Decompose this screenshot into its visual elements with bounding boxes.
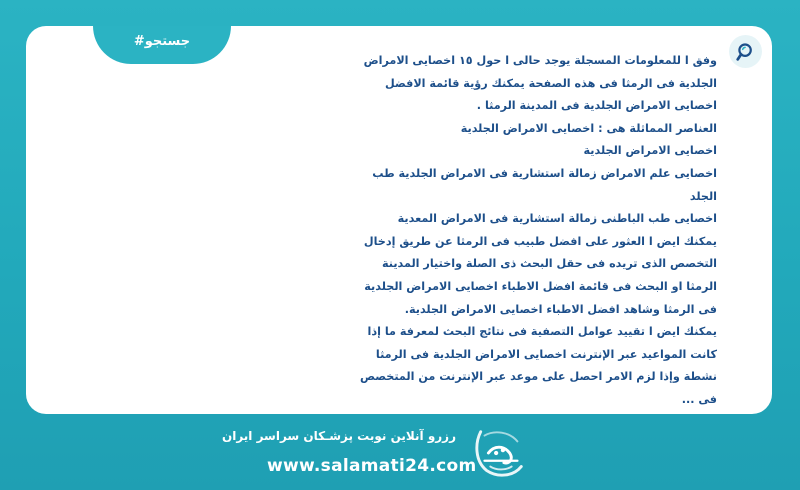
specialty-paragraph: اخصايى الامراض الجلدية [583,144,717,158]
content-card [26,26,772,414]
search-icon [735,41,757,63]
search-button[interactable] [729,35,762,68]
find-doctor-paragraph: يمكنك ايض ا العثور على افضل طبيب فى الرمثا عن طريق إدخال التخصص الذى تريده فى حقل البحث ذى الصلة واختيار المدينة الرمثا او البحث فى قائمة افضل الاطباء اخصايى الامراض الجلدية فى الرمثا وشاهد افضل الاطباء اخصايى الامراض الجلدية. [363,234,717,316]
intro-paragraph: وفق ا للمعلومات المسجلة يوجد حالى ا حول ١٥ اخصايى الامراض الجلدية فى الرمثا فى هذه الصفحة يمكنك رؤية قائمة الافضل اخصايى الامراض الجلدية فى المدينة الرمثا . [363,54,717,113]
footer [0,414,800,490]
specialty-internal-paragraph: اخصايى طب الباطنى زمالة استشارية فى الامراض المعدية [397,212,717,226]
filter-paragraph: يمكنك ايض ا تقييد عوامل التصفية فى نتائج البحث لمعرفة ما إذا كانت المواعيد عبر الإنترنت اخصايى الامراض الجلدية فى الرمثا نشطة وإذا لزم الامر احصل على موعد عبر الإنترنت من المتخصص فى ... [359,325,717,406]
footer-url[interactable]: www.salamati24.com [267,456,477,476]
hashtag-label: #جستجو [133,33,191,49]
hashtag-tab[interactable] [93,26,231,64]
footer-tagline: رزرو آنلاین نوبت پزشـکان سراسر ایران [221,429,456,443]
article-text [357,50,717,412]
similar-items-paragraph: العناصر المماثلة هى : اخصايى الامراض الجلدية [460,121,717,135]
specialty-pathology-paragraph: اخصايى علم الامراض زمالة استشارية فى الامراض الجلدية طب الجلد [372,166,717,203]
salamati-logo-icon [471,424,529,482]
